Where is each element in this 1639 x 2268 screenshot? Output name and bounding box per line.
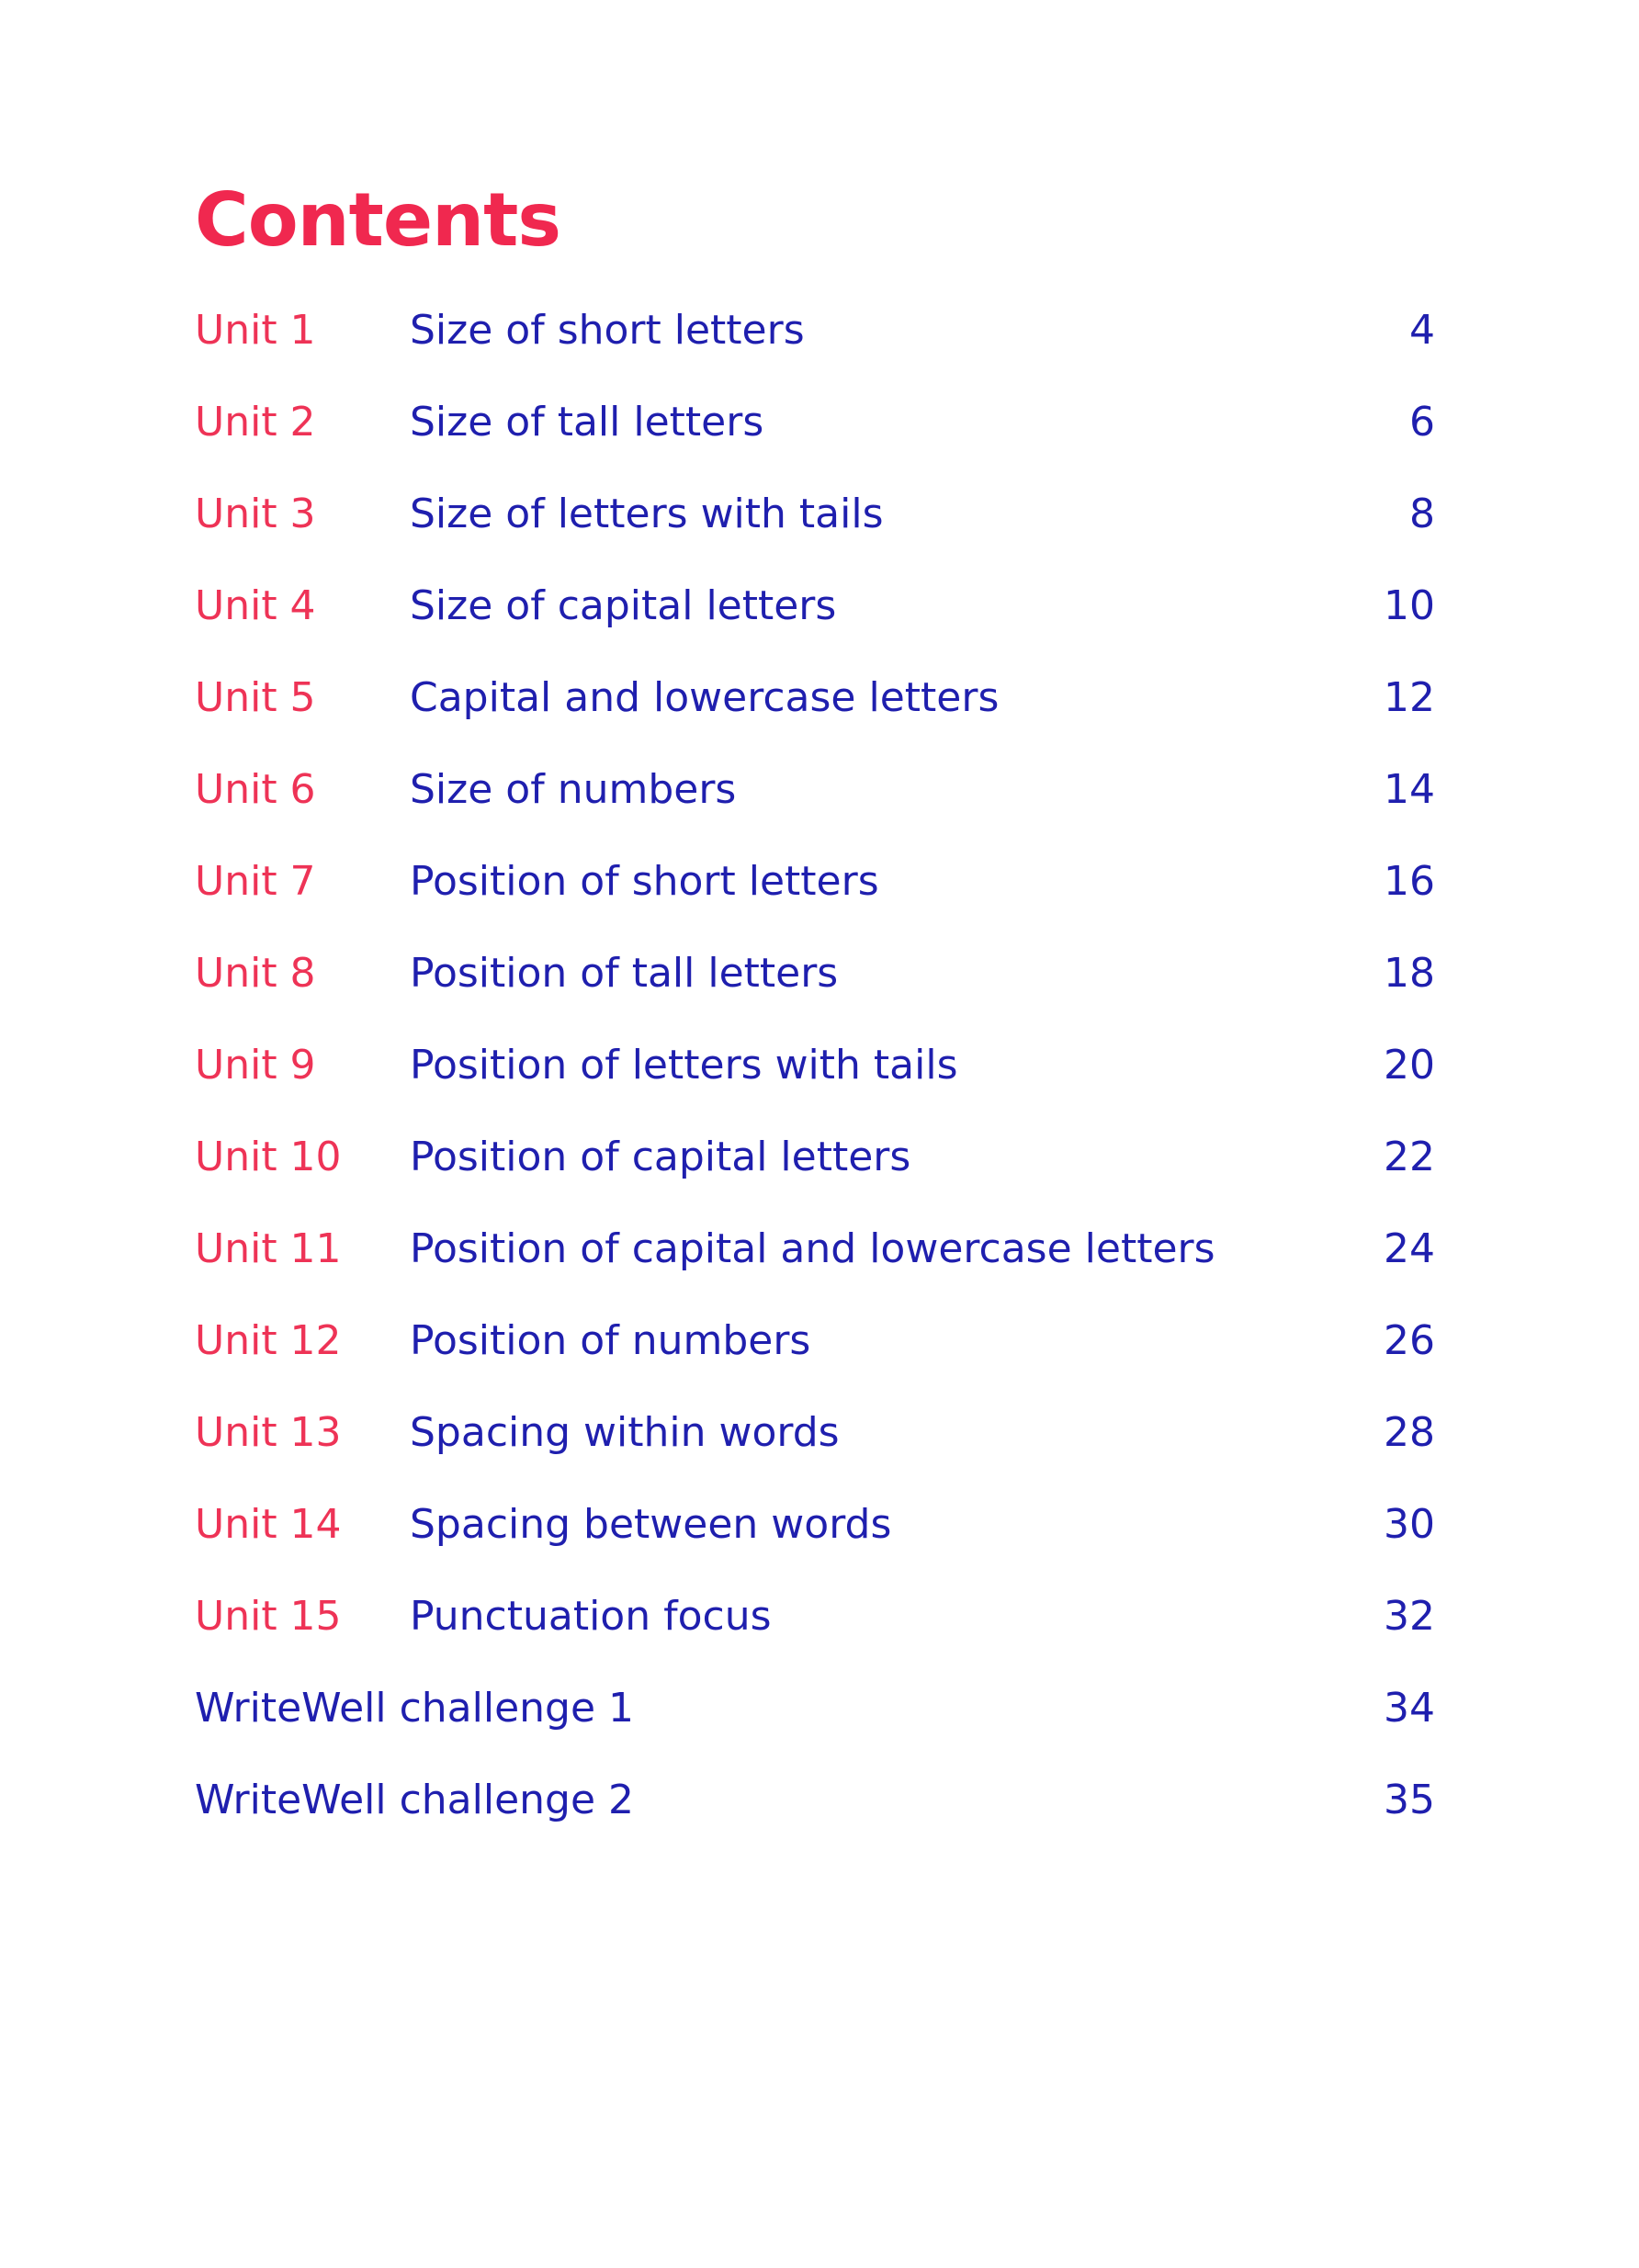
table-of-contents: [195, 294, 1435, 1856]
page-number: 35: [1384, 1777, 1435, 1823]
unit-label: Unit 14: [195, 1501, 342, 1548]
page-number: 8: [1409, 491, 1435, 537]
unit-label: Unit 15: [195, 1593, 342, 1640]
page-number: 26: [1384, 1317, 1435, 1364]
toc-entry-challenge-2[interactable]: [195, 1764, 1435, 1856]
toc-entry-unit-4[interactable]: [195, 570, 1435, 661]
entry-title: Spacing within words: [410, 1409, 840, 1456]
unit-label: Unit 8: [195, 950, 316, 997]
page-number: 10: [1384, 582, 1435, 629]
entry-title: Size of capital letters: [410, 582, 837, 629]
toc-entry-unit-2[interactable]: [195, 386, 1435, 478]
entry-title: Position of short letters: [410, 858, 879, 905]
entry-title: Size of short letters: [410, 307, 805, 354]
page-number: 20: [1384, 1042, 1435, 1089]
toc-entry-unit-8[interactable]: [195, 937, 1435, 1029]
toc-entry-unit-5[interactable]: [195, 661, 1435, 753]
unit-label: Unit 6: [195, 766, 316, 813]
unit-label: Unit 4: [195, 582, 316, 629]
unit-label: Unit 5: [195, 674, 316, 721]
toc-entry-unit-1[interactable]: [195, 294, 1435, 386]
unit-label: Unit 12: [195, 1317, 342, 1364]
unit-label: Unit 3: [195, 491, 316, 537]
entry-title: Punctuation focus: [410, 1593, 772, 1640]
page-number: 12: [1384, 674, 1435, 721]
entry-title: Position of tall letters: [410, 950, 839, 997]
unit-label: Unit 9: [195, 1042, 316, 1089]
entry-title: Spacing between words: [410, 1501, 892, 1548]
page-number: 14: [1384, 766, 1435, 813]
page-number: 34: [1384, 1685, 1435, 1732]
unit-label: Unit 10: [195, 1134, 342, 1180]
unit-label: Unit 7: [195, 858, 316, 905]
toc-entry-unit-12[interactable]: [195, 1304, 1435, 1396]
page-number: 18: [1384, 950, 1435, 997]
page-number: 32: [1384, 1593, 1435, 1640]
entry-title: Position of capital letters: [410, 1134, 911, 1180]
page-number: 28: [1384, 1409, 1435, 1456]
entry-title: Position of numbers: [410, 1317, 811, 1364]
page-number: 22: [1384, 1134, 1435, 1180]
page-number: 6: [1409, 399, 1435, 446]
unit-label: Unit 11: [195, 1225, 342, 1272]
page-number: 4: [1409, 307, 1435, 354]
entry-title: Position of capital and lowercase letters: [410, 1225, 1215, 1272]
entry-title: Position of letters with tails: [410, 1042, 958, 1089]
unit-label: Unit 13: [195, 1409, 342, 1456]
toc-entry-unit-6[interactable]: [195, 753, 1435, 845]
entry-title: Size of numbers: [410, 766, 737, 813]
entry-title: Size of letters with tails: [410, 491, 884, 537]
unit-label: Unit 2: [195, 399, 316, 446]
toc-entry-unit-13[interactable]: [195, 1396, 1435, 1488]
page-number: 30: [1384, 1501, 1435, 1548]
toc-entry-unit-15[interactable]: [195, 1580, 1435, 1672]
entry-title: Capital and lowercase letters: [410, 674, 1000, 721]
toc-entry-unit-7[interactable]: [195, 845, 1435, 937]
toc-entry-unit-11[interactable]: [195, 1213, 1435, 1304]
entry-title: WriteWell challenge 2: [195, 1777, 635, 1823]
page-title: Contents: [195, 177, 560, 263]
entry-title: WriteWell challenge 1: [195, 1685, 635, 1732]
page-number: 24: [1384, 1225, 1435, 1272]
toc-entry-unit-3[interactable]: [195, 478, 1435, 570]
toc-entry-unit-14[interactable]: [195, 1488, 1435, 1580]
toc-entry-unit-9[interactable]: [195, 1029, 1435, 1121]
page-number: 16: [1384, 858, 1435, 905]
entry-title: Size of tall letters: [410, 399, 764, 446]
toc-entry-challenge-1[interactable]: [195, 1672, 1435, 1764]
unit-label: Unit 1: [195, 307, 316, 354]
toc-entry-unit-10[interactable]: [195, 1121, 1435, 1213]
